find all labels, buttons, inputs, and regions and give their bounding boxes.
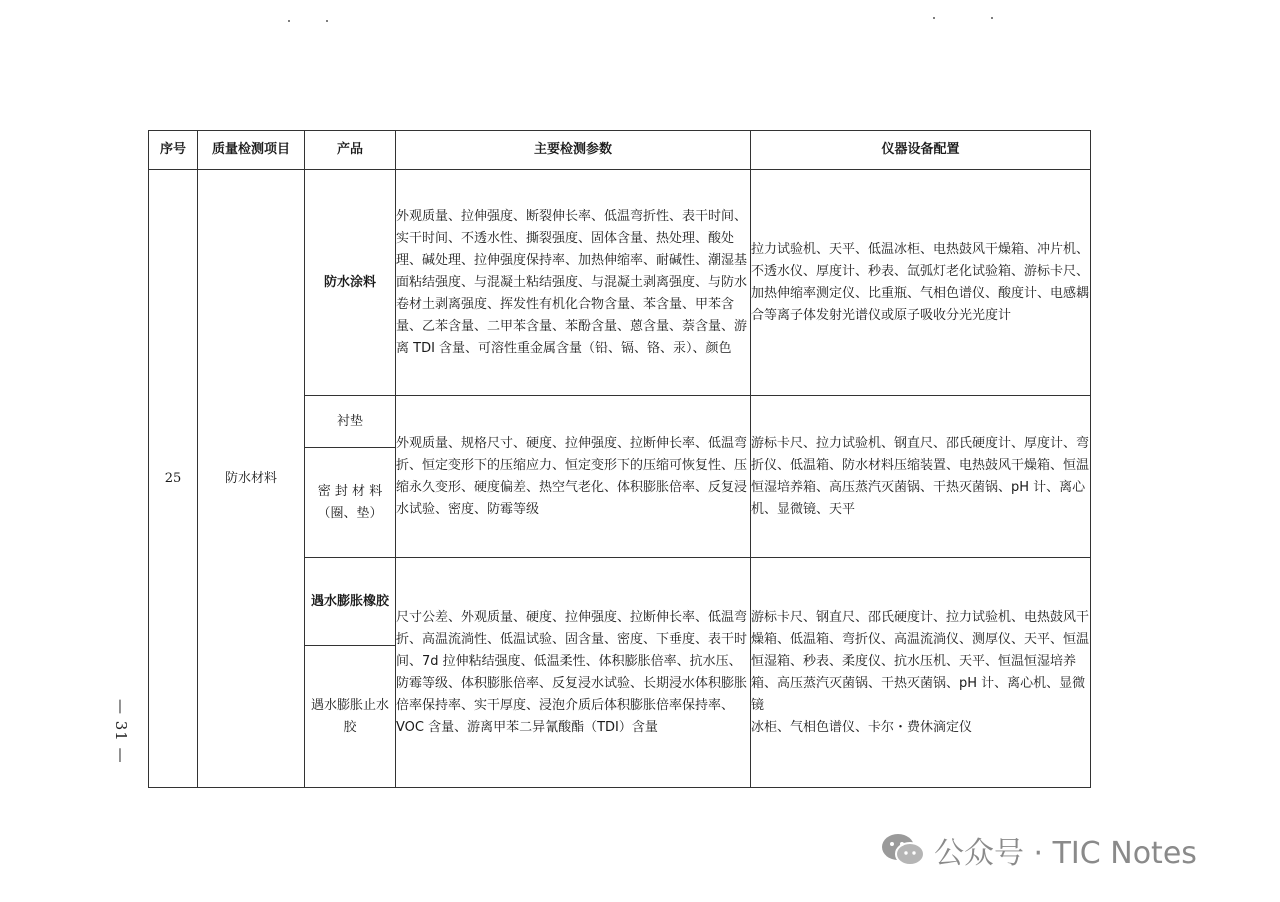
params-cell: 尺寸公差、外观质量、硬度、拉伸强度、拉断伸长率、低温弯折、高温流淌性、低温试验、固含量、密度、下垂度、表干时间、7d 拉伸粘结强度、低温柔性、体积膨胀倍率、抗水压、防霉等级、体积膨胀倍率、反复浸水试验、长期浸水体积膨胀倍率保持率、实干厚度、浸泡介质后体积膨胀倍率保持率、VOC 含量、游离甲苯二异氰酸酯（TDI）含量 — [396, 558, 751, 788]
product-cell: 遇水膨胀橡胶 — [305, 558, 396, 646]
watermark — [880, 830, 1197, 870]
header-equipment: 仪器设备配置 — [751, 131, 1091, 170]
table-header-row — [149, 131, 1091, 170]
equipment-text-2: 冰柜、气相色谱仪、卡尔・费休滴定仪 — [751, 719, 973, 735]
product-cell: 遇水膨胀止水胶 — [305, 646, 396, 788]
product-cell: 衬垫 — [305, 396, 396, 448]
wechat-icon — [880, 832, 926, 868]
table-row — [149, 170, 1091, 396]
params-cell: 外观质量、拉伸强度、断裂伸长率、低温弯折性、表干时间、实干时间、不透水性、撕裂强度、固体含量、热处理、酸处理、碱处理、拉伸强度保持率、加热伸缩率、耐碱性、潮湿基面粘结强度、与混凝土粘结强度、与混凝土剥离强度、与防水卷材土剥离强度、挥发性有机化合物含量、苯含量、甲苯含量、乙苯含量、二甲苯含量、苯酚含量、蒽含量、萘含量、游离 TDI 含量、可溶性重金属含量（铅、镉、铬、汞）、颜色 — [396, 170, 751, 396]
header-product: 产品 — [305, 131, 396, 170]
equipment-cell — [751, 558, 1091, 788]
item-cell: 防水材料 — [198, 170, 305, 788]
params-cell: 外观质量、规格尺寸、硬度、拉伸强度、拉断伸长率、低温弯折、恒定变形下的压缩应力、恒定变形下的压缩可恢复性、压缩永久变形、硬度偏差、热空气老化、体积膨胀倍率、反复浸水试验、密度、防霉等级 — [396, 396, 751, 558]
product-cell: 防水涂料 — [305, 170, 396, 396]
header-params: 主要检测参数 — [396, 131, 751, 170]
equipment-text: 游标卡尺、钢直尺、邵氏硬度计、拉力试验机、电热鼓风干燥箱、低温箱、弯折仪、高温流淌仪、测厚仪、天平、恒温恒湿箱、秒表、柔度仪、抗水压机、天平、恒温恒湿培养箱、高压蒸汽灭菌锅、干热灭菌锅、pH 计、离心机、显微镜 — [751, 609, 1090, 713]
equipment-cell: 拉力试验机、天平、低温冰柜、电热鼓风干燥箱、冲片机、不透水仪、厚度计、秒表、氙弧灯老化试验箱、游标卡尺、加热伸缩率测定仪、比重瓶、气相色谱仪、酸度计、电感耦合等离子体发射光谱仪或原子吸收分光光度计 — [751, 170, 1091, 396]
equipment-cell: 游标卡尺、拉力试验机、钢直尺、邵氏硬度计、厚度计、弯折仪、低温箱、防水材料压缩装置、电热鼓风干燥箱、恒温恒湿培养箱、高压蒸汽灭菌锅、干热灭菌锅、pH 计、离心机、显微镜、天平 — [751, 396, 1091, 558]
seq-cell: 25 — [149, 170, 198, 788]
header-seq: 序号 — [149, 131, 198, 170]
page-number: — 31 — — [112, 698, 130, 764]
inspection-table — [148, 130, 1090, 788]
product-cell: 密 封 材 料（圈、垫） — [305, 448, 396, 558]
header-item: 质量检测项目 — [198, 131, 305, 170]
watermark-text: 公众号 · TIC Notes — [934, 836, 1197, 871]
